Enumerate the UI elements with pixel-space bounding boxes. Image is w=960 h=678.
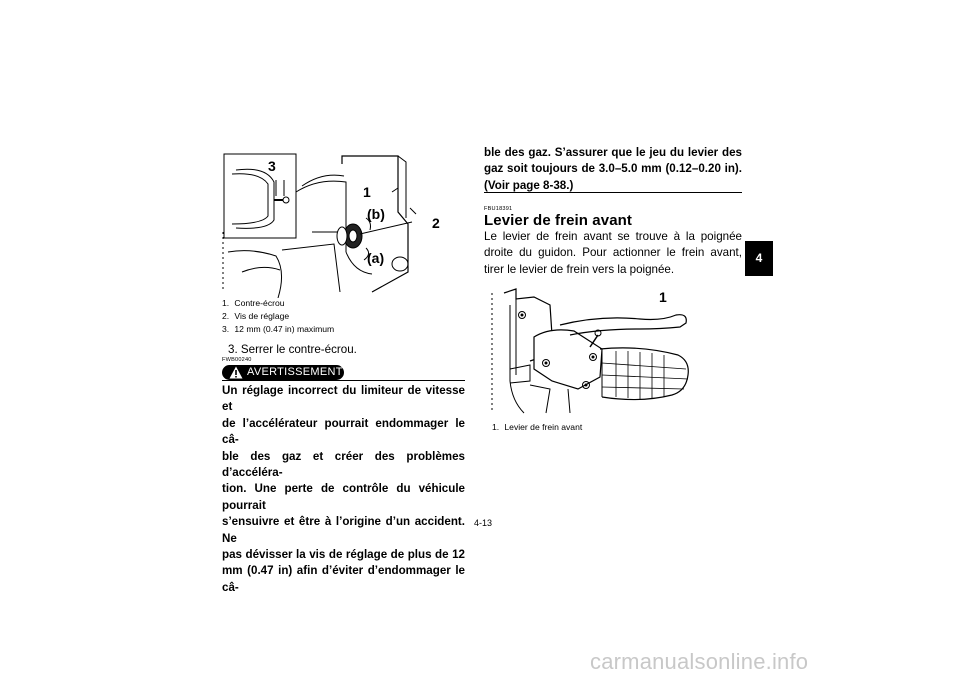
warning-line: ble des gaz. S’assurer que le jeu du levier des xyxy=(484,146,742,159)
caption-item: 2. Vis de réglage xyxy=(222,311,290,321)
section-title: Levier de frein avant xyxy=(484,212,632,229)
warning-label: AVERTISSEMENT xyxy=(247,366,343,378)
warning-line: ble des gaz et créer des problèmes d’accéléra- xyxy=(222,449,465,480)
figure1-caption xyxy=(222,297,334,336)
figure1-label-1: 1 xyxy=(363,184,371,200)
warning-continuation xyxy=(484,145,742,194)
figure1-label-3: 3 xyxy=(268,158,276,174)
warning-code: FWB00240 xyxy=(222,357,252,363)
warning-line: pas dévisser la vis de réglage de plus de 12 xyxy=(222,548,465,562)
section-body: Le levier de frein avant se trouve à la poignée droite du guidon. Pour actionner le frein avant, tirer le levier de frein vers la poignée. xyxy=(484,230,742,276)
caption-item: 1. Levier de frein avant xyxy=(492,422,583,432)
chapter-tab: 4 xyxy=(745,241,773,276)
figure2-caption xyxy=(492,421,582,434)
warning-line: s’ensuivre et être à l’origine d’un accident. Ne xyxy=(222,515,465,545)
figure1-label-2: 2 xyxy=(432,215,440,231)
warning-triangle-icon xyxy=(229,366,243,379)
warning-line: mm (0.47 in) afin d’éviter d’endommager le câ- xyxy=(222,564,465,594)
watermark-text: carmanualsonline.info xyxy=(590,649,809,674)
caption-item: 3. 12 mm (0.47 in) maximum xyxy=(222,324,335,334)
warning-line: (Voir page 8-38.) xyxy=(484,178,574,192)
warning-line: tion. Une perte de contrôle du véhicule pourrait xyxy=(222,482,465,512)
figure1-label-b: (b) xyxy=(367,206,385,222)
figure-brake-lever xyxy=(490,285,742,417)
throttle-illustration xyxy=(222,152,466,298)
warning-body xyxy=(222,383,465,596)
warning-bottom-rule xyxy=(484,192,742,193)
warning-line: de l’accélérateur pourrait endommager le câ- xyxy=(222,416,465,447)
figure-throttle-adjust xyxy=(222,152,466,298)
step-3: 3. Serrer le contre-écrou. xyxy=(228,343,357,356)
page-number: 4-13 xyxy=(474,518,493,528)
figure2-label-1: 1 xyxy=(659,289,667,305)
brake-lever-illustration xyxy=(490,285,742,417)
warning-badge xyxy=(222,365,344,380)
warning-top-rule xyxy=(222,380,465,381)
caption-item: 1. Contre-écrou xyxy=(222,298,285,308)
figure1-label-a: (a) xyxy=(367,250,385,266)
warning-line: gaz soit toujours de 3.0–5.0 mm (0.12–0.20 in). xyxy=(484,162,742,176)
warning-line: Un réglage incorrect du limiteur de vitesse et xyxy=(222,384,465,414)
section-code: FBU18391 xyxy=(484,206,513,212)
